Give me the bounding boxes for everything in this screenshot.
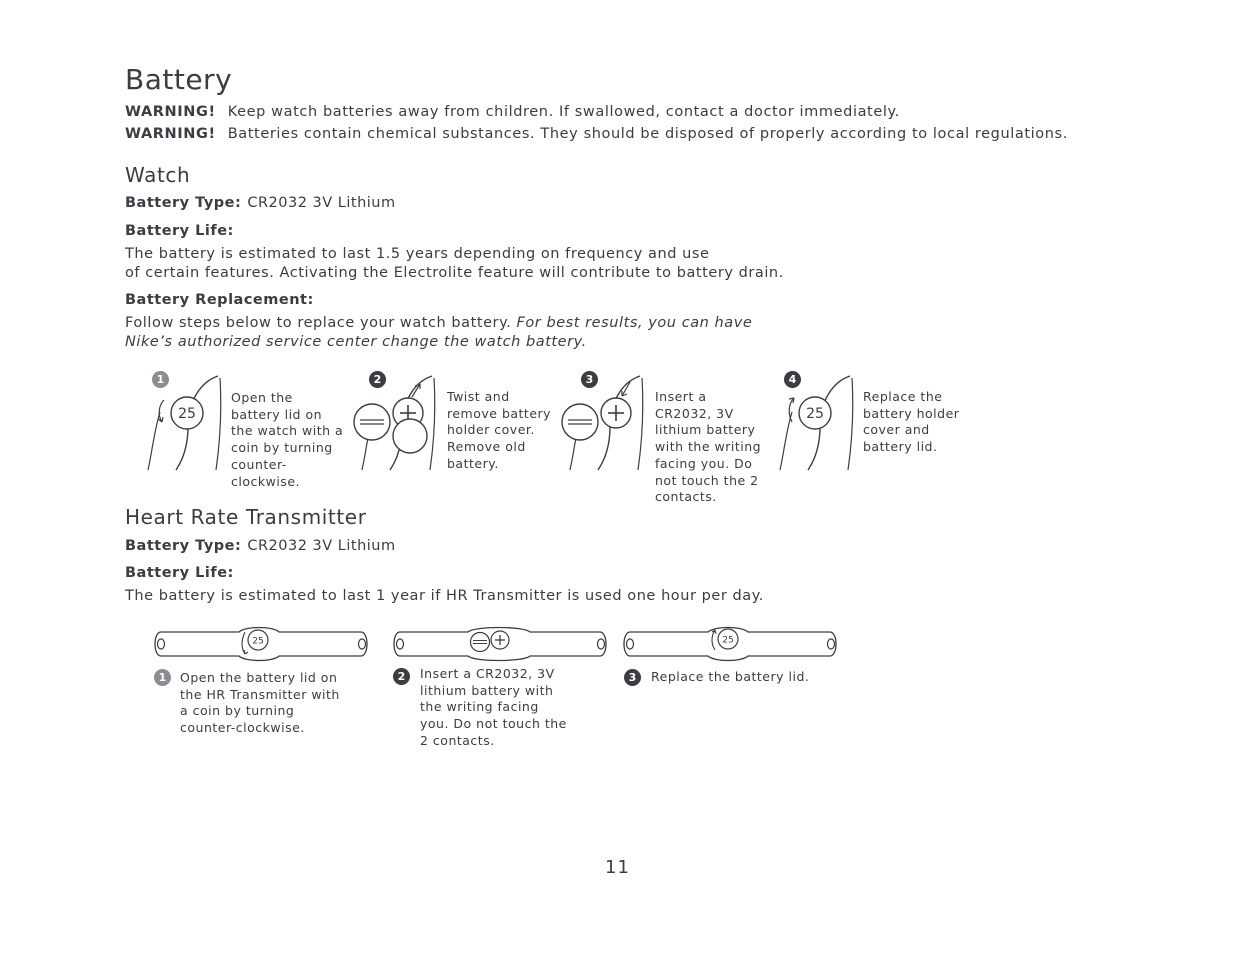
watch-step-2-text: Twist and remove battery holder cover. Remove old battery. [447, 389, 552, 471]
replacement-italic: Nike’s authorized service center change the watch battery. [125, 334, 587, 350]
hrm-step-1-text: Open the battery lid on the HR Transmitter with a coin by turning counter-clockwise. [180, 670, 340, 736]
hrm-replace-lid-illustration [622, 624, 840, 662]
watch-battery-life-text [125, 245, 784, 283]
hrm-heading: Heart Rate Transmitter [125, 505, 367, 529]
coin-label: 25 [178, 406, 196, 422]
hrm-battery-life-label: Battery Life: [125, 565, 234, 581]
hrm-battery-life-text: The battery is estimated to last 1 year if HR Transmitter is used one hour per day. [125, 588, 764, 604]
watch-step-3-text: Insert a CR2032, 3V lithium battery with the writing facing you. Do not touch the 2 contacts. [655, 389, 762, 505]
watch-insert-battery-illustration [560, 372, 650, 472]
watch-open-lid-illustration [140, 372, 230, 472]
replacement-line [125, 333, 752, 352]
page-number: 11 [605, 857, 630, 878]
battery-type-value: CR2032 3V Lithium [247, 538, 396, 554]
replacement-normal: Follow steps below to replace your watch battery. [125, 315, 512, 331]
warning-text: Batteries contain chemical substances. They should be disposed of properly according to local regulations. [227, 126, 1068, 142]
warning-text: Keep watch batteries away from children. If swallowed, contact a doctor immediately. [227, 104, 900, 120]
replacement-line [125, 314, 752, 333]
watch-battery-life-label: Battery Life: [125, 223, 234, 239]
watch-replace-lid-illustration [770, 372, 860, 472]
watch-remove-cover-illustration [352, 372, 442, 472]
watch-step-1-text: Open the battery lid on the watch with a coin by turning counter-clockwise. [231, 390, 344, 489]
hrm-battery-type [125, 538, 396, 554]
life-line: The battery is estimated to last 1.5 years depending on frequency and use [125, 246, 710, 262]
coin-label: 25 [252, 636, 264, 647]
step-number: 1 [152, 371, 169, 388]
warning-label: WARNING! [125, 104, 216, 120]
step-number: 1 [154, 669, 171, 686]
step-number: 2 [393, 668, 410, 685]
hrm-insert-battery-illustration [392, 624, 610, 662]
replacement-italic: For best results, you can have [516, 315, 753, 331]
step-number: 3 [581, 371, 598, 388]
watch-battery-replacement-label: Battery Replacement: [125, 292, 314, 308]
hrm-open-lid-illustration [153, 624, 371, 662]
warning-chemicals [125, 126, 1068, 142]
step-number: 4 [784, 371, 801, 388]
hrm-step-2-text: Insert a CR2032, 3V lithium battery with the writing facing you. Do not touch the 2 contacts. [420, 666, 567, 748]
watch-battery-type [125, 195, 396, 211]
watch-step-4-text: Replace the battery holder cover and battery lid. [863, 389, 960, 455]
step-number: 2 [369, 371, 386, 388]
step-number: 3 [624, 669, 641, 686]
page-title: Battery [125, 63, 233, 96]
coin-label: 25 [722, 635, 734, 646]
warning-children [125, 104, 900, 120]
watch-battery-replacement-text [125, 314, 752, 352]
warning-label: WARNING! [125, 126, 216, 142]
hrm-step-3-text: Replace the battery lid. [651, 669, 810, 684]
battery-type-value: CR2032 3V Lithium [247, 195, 396, 211]
coin-label: 25 [806, 406, 824, 422]
life-line: of certain features. Activating the Electrolite feature will contribute to battery drain. [125, 265, 784, 281]
battery-type-label: Battery Type: [125, 538, 242, 554]
battery-type-label: Battery Type: [125, 195, 242, 211]
watch-heading: Watch [125, 163, 191, 187]
